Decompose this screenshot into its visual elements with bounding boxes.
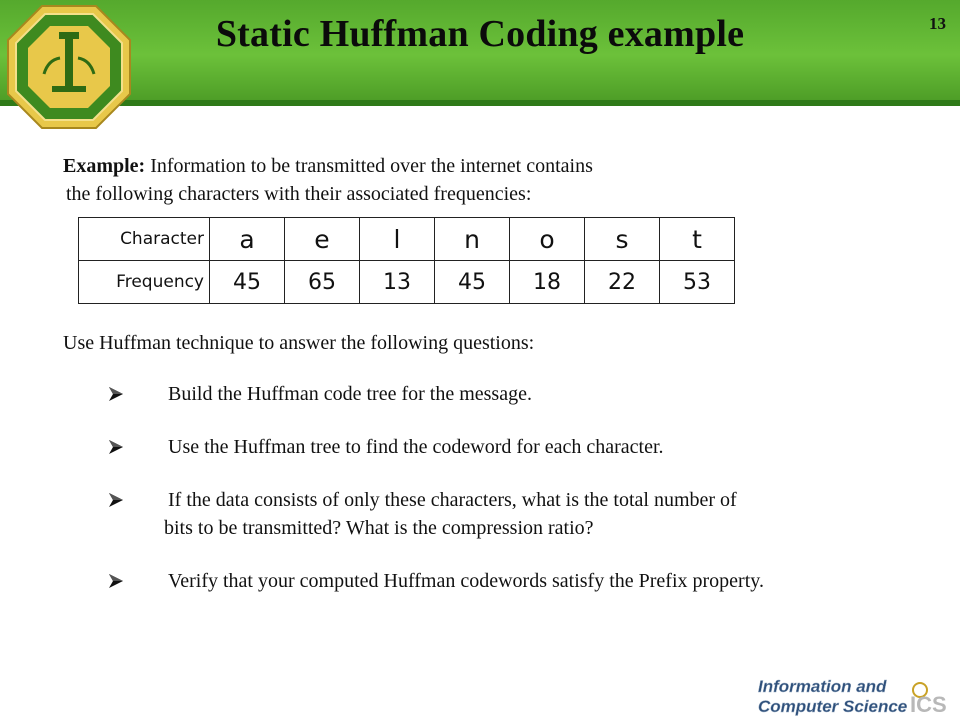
row-header-frequency: Frequency [79,261,210,304]
frequency-row [79,261,735,304]
intro-paragraph [63,152,883,208]
question-text: Verify that your computed Huffman codewords satisfy the Prefix property. [168,570,764,592]
freq-cell: 13 [360,261,435,304]
slide-number: 13 [929,14,946,33]
question-text: If the data consists of only these characters, what is the total number of [168,489,737,511]
question-item [108,486,908,542]
question-list [108,380,908,620]
question-item [108,380,908,408]
frequency-table [78,217,735,304]
ics-department-logo-icon [752,672,956,718]
slide-title: Static Huffman Coding example [215,13,745,55]
freq-cell: 22 [585,261,660,304]
question-item [108,567,908,595]
arrow-bullet-icon [108,386,124,402]
header-stripe [0,100,960,106]
intro-lead: Example: [63,155,146,177]
instructions: Use Huffman technique to answer the following questions: [63,332,535,354]
question-text: Build the Huffman code tree for the message. [168,383,532,405]
freq-cell: 53 [660,261,735,304]
arrow-bullet-icon [108,439,124,455]
intro-text-1: Information to be transmitted over the internet contains [150,155,593,177]
ics-logo-line-2: Computer Science [758,697,908,716]
char-cell: t [660,218,735,261]
arrow-bullet-icon [108,492,124,508]
char-cell: o [510,218,585,261]
intro-text-2: the following characters with their associated frequencies: [66,183,532,205]
arrow-bullet-icon [108,573,124,589]
question-item [108,433,908,461]
row-header-character: Character [79,218,210,261]
character-row [79,218,735,261]
question-continuation: bits to be transmitted? What is the compression ratio? [164,517,594,539]
freq-cell: 18 [510,261,585,304]
ics-logo-mark: ICS [910,692,947,717]
char-cell: e [285,218,360,261]
char-cell: l [360,218,435,261]
char-cell: n [435,218,510,261]
char-cell: s [585,218,660,261]
freq-cell: 45 [210,261,285,304]
ics-logo-line-1: Information and [758,677,887,696]
intro-line-1 [63,152,883,180]
freq-cell: 65 [285,261,360,304]
question-text: Use the Huffman tree to find the codeword for each character. [168,436,664,458]
char-cell: a [210,218,285,261]
freq-cell: 45 [435,261,510,304]
